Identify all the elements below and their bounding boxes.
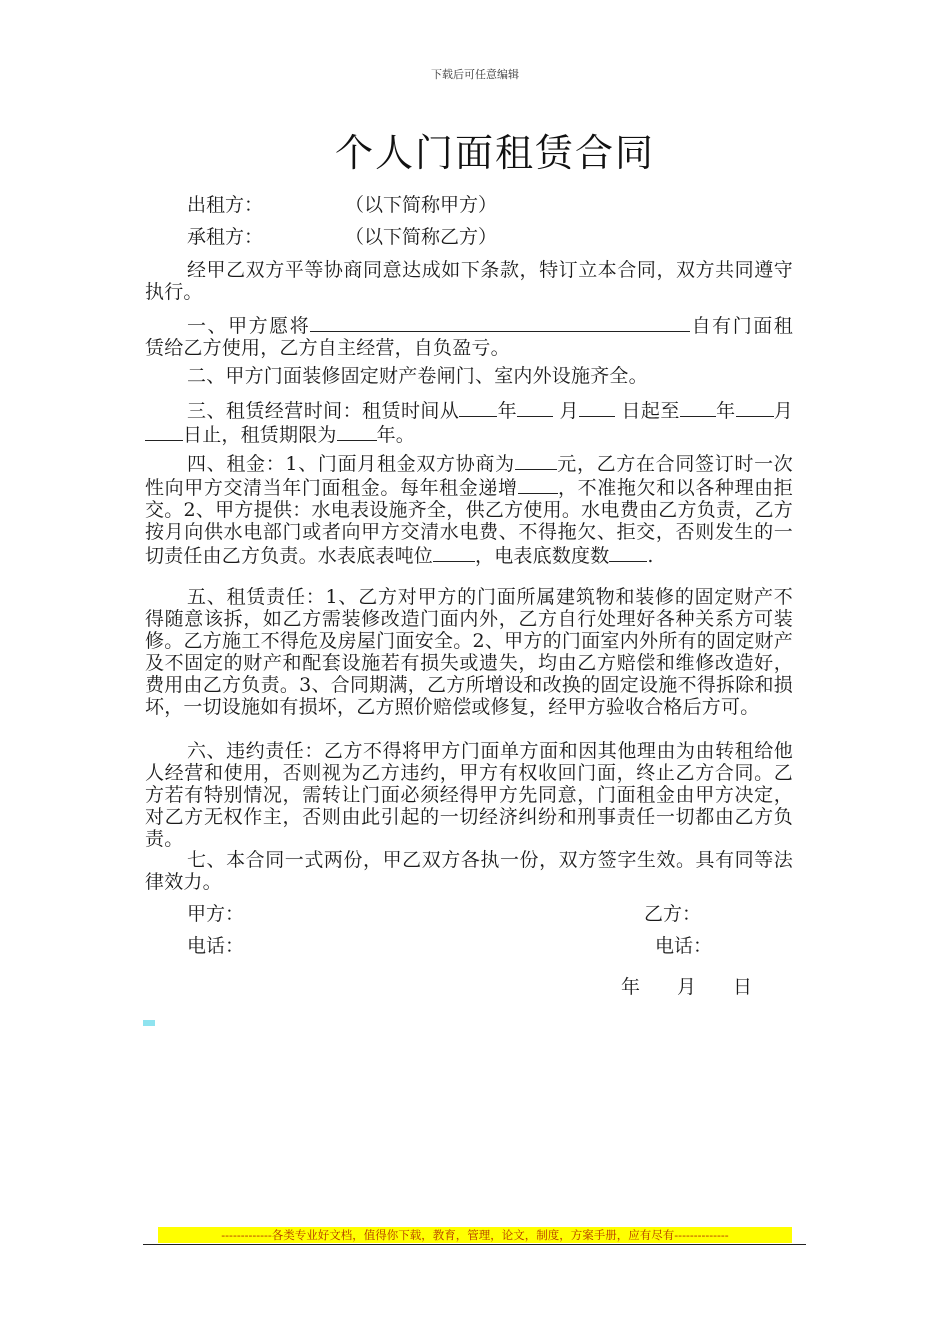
lessor-note: （以下简称甲方） [345,194,498,216]
rent-increase-blank [518,475,558,494]
party-a-phone-label: 电话： [187,935,245,957]
clause-1 [145,313,793,359]
date-year-label: 年 [621,976,641,998]
end-year-blank [680,398,716,417]
clause-3-text-b: 年 [497,400,518,422]
start-day-blank [579,398,615,417]
clause-4-text-d: ，电表底数度数 [475,545,610,567]
clause-6: 六、违约责任：乙方不得将甲方门面单方面和因其他理由为由转租给他人经营和使用，否则视为乙方违约，甲方有权收回门面，终止乙方合同。乙方若有特别情况，需转让门面必须经得甲方先同意，门面租金由甲方决定，对乙方无权作主，否则由此引起的一切经济纠纷和刑事责任一切都由乙方负责。 [145,740,793,850]
clause-3-text-f: 月 [773,400,793,422]
clause-3-text-d: 日起至 [621,400,680,422]
clause-3-text-e: 年 [715,400,736,422]
footer-banner: -------------各类专业好文档，值得你下载，教育，管理，论文，制度，方案手册，应有尽有-------------- [158,1227,792,1243]
clause-7: 七、本合同一式两份，甲乙双方各执一份，双方签字生效。具有同等法律效力。 [145,849,793,893]
document-title: 个人门面租赁合同 [334,131,655,175]
start-year-blank [459,398,497,417]
premises-blank [310,313,690,332]
clause-1-text-b: 自有门面租赁给乙方使用，乙方自主经营，自负盈亏。 [145,315,793,359]
clause-4-text-a: 四、租金：1、门面月租金双方协商为 [187,453,515,475]
lessee-label: 承租方： [187,226,264,248]
clause-4 [145,451,793,567]
lessor-label: 出租方： [187,194,264,216]
clause-3-text-g: 日止，租赁期限为 [183,424,337,446]
party-b-phone-label: 电话： [655,935,713,957]
party-b-signature-label: 乙方： [644,903,702,925]
preamble-paragraph: 经甲乙双方平等协商同意达成如下条款，特订立本合同，双方共同遵守执行。 [145,259,793,303]
clause-1-text-a: 一、甲方愿将 [187,315,311,337]
clause-4-text-e: . [647,545,654,567]
highlight-mark [143,1020,155,1026]
lessee-note: （以下简称乙方） [345,226,498,248]
end-day-blank [145,422,183,441]
clause-4-text-c: ，不准拖欠和以各种理由拒交。2、甲方提供：水电表设施齐全，供乙方使用。水电费由乙方负责，乙方按月向供水电部门或者向甲方交清水电费、不得拖欠、拒交，否则发生的一切责任由乙方负责。水表底表吨位 [145,477,793,567]
water-meter-blank [433,543,475,562]
clause-5: 五、租赁责任：1、乙方对甲方的门面所属建筑物和装修的固定财产不得随意该拆，如乙方需装修改造门面内外，乙方自行处理好各种关系方可装修。乙方施工不得危及房屋门面安全。2、甲方的门面室内外所有的固定财产及不固定的财产和配套设施若有损失或遗失，均由乙方赔偿和维修改造好，费用由乙方负责。3、合同期满，乙方所增设和改换的固定设施不得拆除和损坏，一切设施如有损坏，乙方照价赔偿或修复，经甲方验收合格后方可。 [145,586,793,718]
clause-4-text-b: 元，乙方在合同签订时一次性向甲方交清当年门面租金。每年租金递增 [145,453,793,499]
clause-2: 二、甲方门面装修固定财产卷闸门、室内外设施齐全。 [187,365,648,387]
date-month-label: 月 [677,976,697,998]
start-month-blank [517,398,553,417]
footer-rule [143,1244,806,1245]
clause-3 [145,398,793,446]
clause-3-text-h: 年。 [376,424,416,446]
clause-3-text-a: 三、租赁经营时间：租赁时间从 [187,400,460,422]
monthly-rent-blank [515,451,557,470]
electric-meter-blank [609,543,647,562]
date-day-label: 日 [733,976,753,998]
party-a-signature-label: 甲方： [187,903,245,925]
header-note: 下载后可任意编辑 [431,68,519,81]
term-years-blank [337,422,377,441]
clause-3-text-c: 月 [559,400,579,422]
end-month-blank [736,398,774,417]
